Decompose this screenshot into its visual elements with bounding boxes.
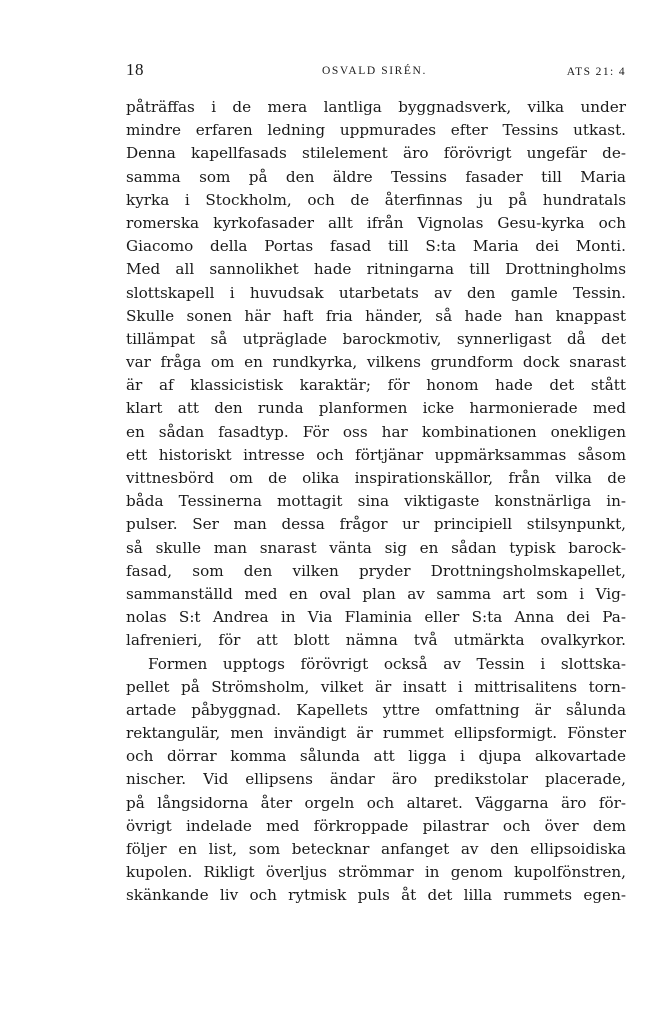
text-line: var fråga om en rundkyrka, vilkens grundform dock snarast [126, 353, 626, 372]
text-line: slottskapell i huvudsak utarbetats av den gamle Tessin. [126, 283, 626, 302]
text-line: kyrka i Stockholm, och de återfinnas ju på hundratals [126, 190, 626, 209]
text-line: lafrenieri, för att blott nämna två utmärkta ovalkyrkor. [126, 631, 626, 650]
text-line: påträffas i de mera lantliga byggnadsverk, vilka under [126, 98, 626, 116]
page-header [126, 60, 626, 84]
text-line: ett historiskt intresse och förtjänar uppmärksammas såsom [126, 445, 626, 464]
text-line: och dörrar komma sålunda att ligga i djupa alkovartade [126, 747, 626, 766]
text-line: på långsidorna åter orgeln och altaret. Väggarna äro för- [126, 793, 626, 812]
text-line: fasad, som den vilken pryder Drottningsholmskapellet, [126, 561, 626, 580]
text-line: tillämpat så utpräglade barockmotiv, synnerligast då det [126, 329, 626, 348]
text-line: samma som på den äldre Tessins fasader till Maria [126, 167, 626, 186]
page-number: 18 [126, 60, 144, 79]
text-line: Skulle sonen här haft fria händer, så hade han knappast [126, 306, 626, 325]
text-line: en sådan fasadtyp. För oss har kombinationen onekligen [126, 422, 626, 441]
text-line: mindre erfaren ledning uppmurades efter Tessins utkast. [126, 121, 626, 140]
text-line: vittnesbörd om de olika inspirationskällor, från vilka de [126, 469, 626, 487]
text-line: klart att den runda planformen icke harmonierade med [126, 399, 626, 418]
journal-reference: ATS 21: 4 [566, 66, 626, 78]
text-line: är af klassicistisk karaktär; för honom hade det stått [126, 376, 626, 395]
text-line: pulser. Ser man dessa frågor ur principiell stilsynpunkt, [126, 515, 626, 534]
text-line: romerska kyrkofasader allt ifrån Vignolas Gesu-kyrka och [126, 213, 626, 232]
text-line: Med all sannolikhet hade ritningarna till Drottningholms [126, 260, 626, 279]
text-line: övrigt indelade med förkroppade pilastrar och över dem [126, 816, 626, 835]
text-line: sammanställd med en oval plan av samma art som i Vig- [126, 584, 626, 603]
text-line: nischer. Vid ellipsens ändar äro predikstolar placerade, [126, 770, 626, 789]
text-line: artade påbyggnad. Kapellets yttre omfattning är sålunda [126, 700, 626, 719]
text-line: följer en list, som betecknar anfanget av den ellipsoidiska [126, 840, 626, 858]
text-line: nolas S:t Andrea in Via Flaminia eller S:ta Anna dei Pa- [126, 608, 626, 627]
text-line: kupolen. Rikligt överljus strömmar in genom kupolfönstren, [126, 863, 626, 882]
text-line: pellet på Strömsholm, vilket är insatt i mittrisalitens torn- [126, 677, 626, 696]
running-head-author: OSVALD SIRÉN. [322, 65, 427, 77]
text-line: skänkande liv och rytmisk puls åt det lilla rummets egen- [126, 886, 626, 905]
text-line: så skulle man snarast vänta sig en sådan typisk barock- [126, 538, 626, 557]
text-line: rektangulär, men invändigt är rummet ellipsformigt. Fönster [126, 724, 626, 743]
text-line-paragraph-start: Formen upptogs förövrigt också av Tessin i slottska- [148, 654, 626, 673]
text-line: Giacomo della Portas fasad till S:ta Maria dei Monti. [126, 237, 626, 256]
text-line: Denna kapellfasads stilelement äro förövrigt ungefär de- [126, 144, 626, 163]
body-text [126, 96, 626, 908]
text-line: båda Tessinerna mottagit sina viktigaste konstnärliga in- [126, 492, 626, 511]
